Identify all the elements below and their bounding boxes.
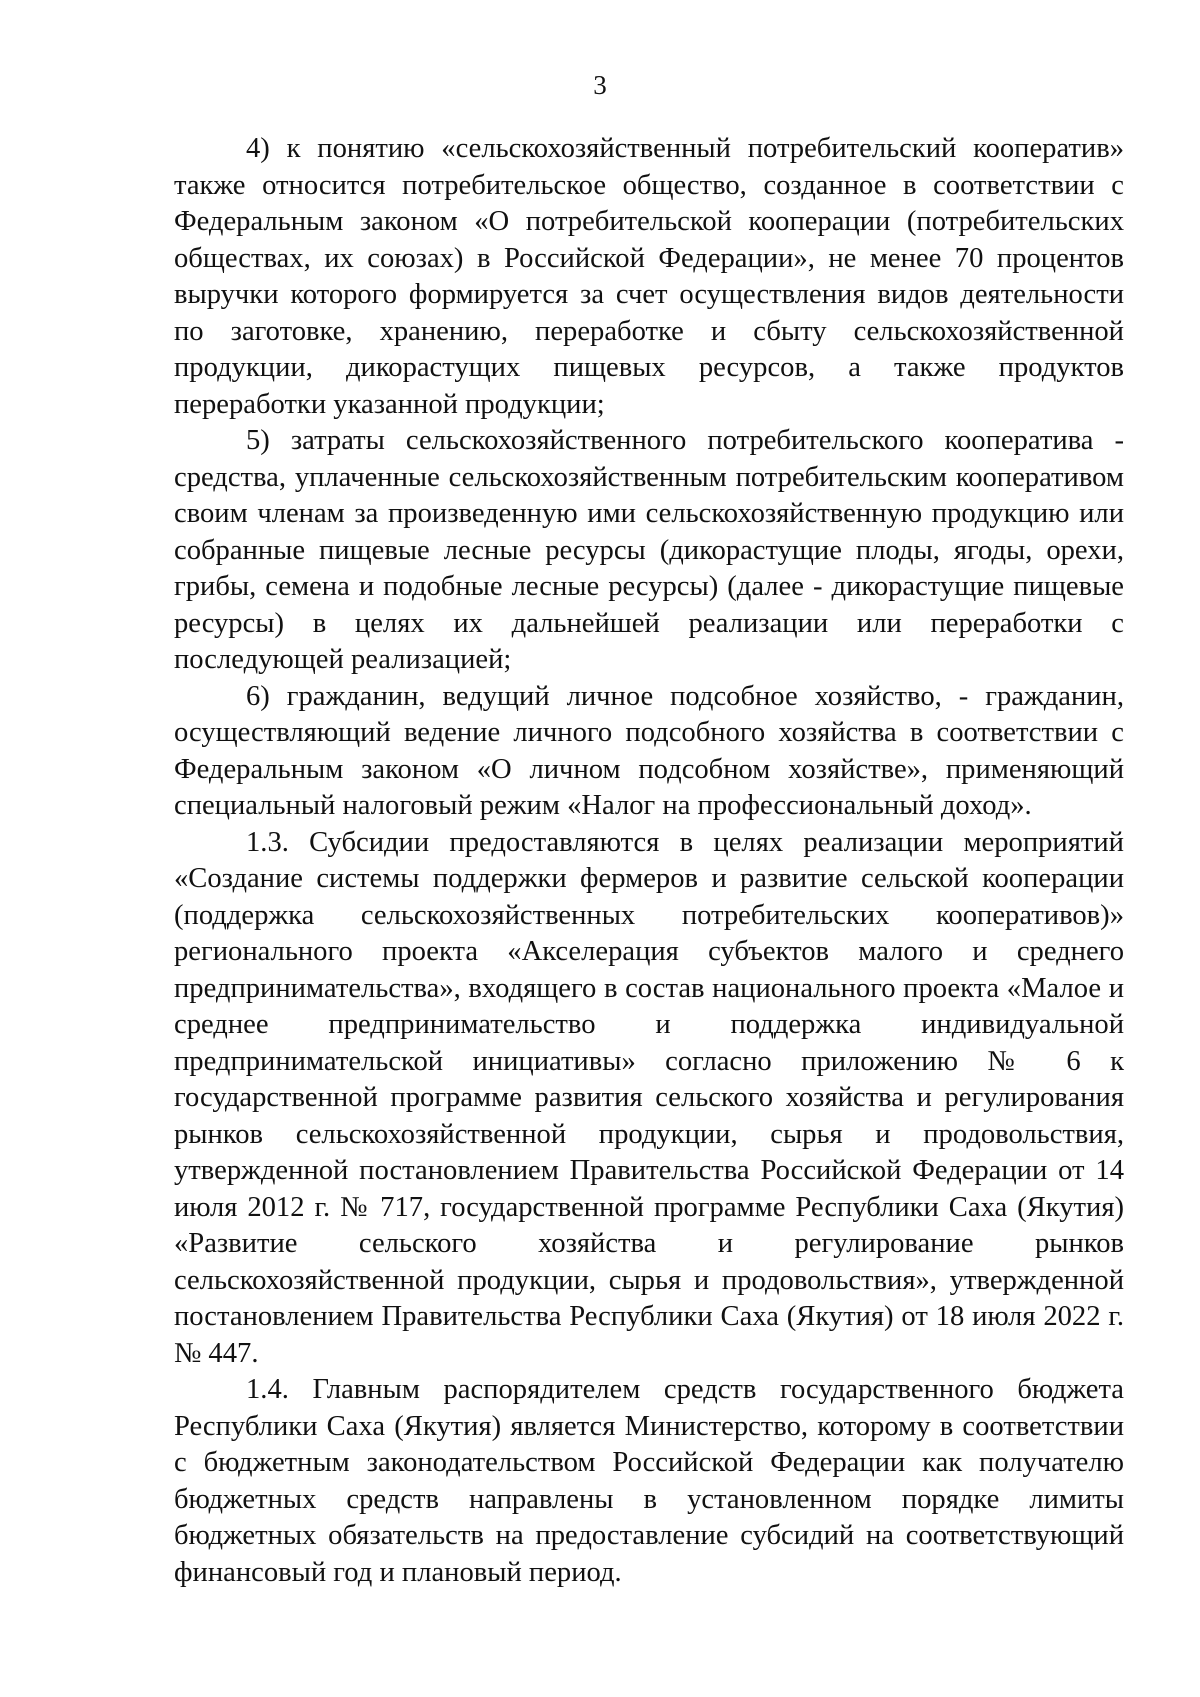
paragraph-item-4: 4) к понятию «сельскохозяйственный потребительский кооператив» также относится потребительское общество, созданное в соответствии с Федеральным законом «О потребительской кооперации (потребительских обществах, их союзах) в Российской Федерации», не менее 70 процентов выручки которого формируется за счет осуществления видов деятельности по заготовке, хранению, переработке и сбыту сельскохозяйственной продукции, дикорастущих пищевых ресурсов, а также продуктов переработки указанной продукции; (174, 133, 1124, 420)
document-body (174, 131, 1124, 1591)
paragraph-section-1-3: 1.3. Субсидии предоставляются в целях реализации мероприятий «Создание системы поддержки фермеров и развитие сельской кооперации (поддержка сельскохозяйственных потребительских кооперативов)» регионального проекта «Акселерация субъектов малого и среднего предпринимательства», входящего в состав национального проекта «Малое и среднее предпринимательство и поддержка индивидуальной предпринимательской инициативы» согласно приложению № 6 к государственной программе развития сельского хозяйства и регулирования рынков сельскохозяйственной продукции, сырья и продовольствия, утвержденной постановлением Правительства Российской Федерации от 14 июля 2012 г. № 717, государственной программе Республики Саха (Якутия) «Развитие сельского хозяйства и регулирование рынков сельскохозяйственной продукции, сырья и продовольствия», утвержденной постановлением Правительства Республики Саха (Якутия) от 18 июля 2022 г. № 447. (174, 826, 1124, 1369)
page-number: 3 (593, 70, 607, 100)
paragraph-section-1-4: 1.4. Главным распорядителем средств государственного бюджета Республики Саха (Якутия) является Министерство, которому в соответствии с бюджетным законодательством Российской Федерации как получателю бюджетных средств направлены в установленном порядке лимиты бюджетных обязательств на предоставление субсидий на соответствующий финансовый год и плановый период. (174, 1374, 1124, 1588)
paragraph-item-6: 6) гражданин, ведущий личное подсобное хозяйство, - гражданин, осуществляющий ведение личного подсобного хозяйства в соответствии с Федеральным законом «О личном подсобном хозяйстве», применяющий специальный налоговый режим «Налог на профессиональный доход». (174, 680, 1124, 821)
paragraph-item-5: 5) затраты сельскохозяйственного потребительского кооператива - средства, уплаченные сельскохозяйственным потребительским кооперативом своим членам за произведенную ими сельскохозяйственную продукцию или собранные пищевые лесные ресурсы (дикорастущие плоды, ягоды, орехи, грибы, семена и подобные лесные ресурсы) (далее - дикорастущие пищевые ресурсы) в целях их дальнейшей реализации или переработки с последующей реализацией; (174, 425, 1124, 675)
